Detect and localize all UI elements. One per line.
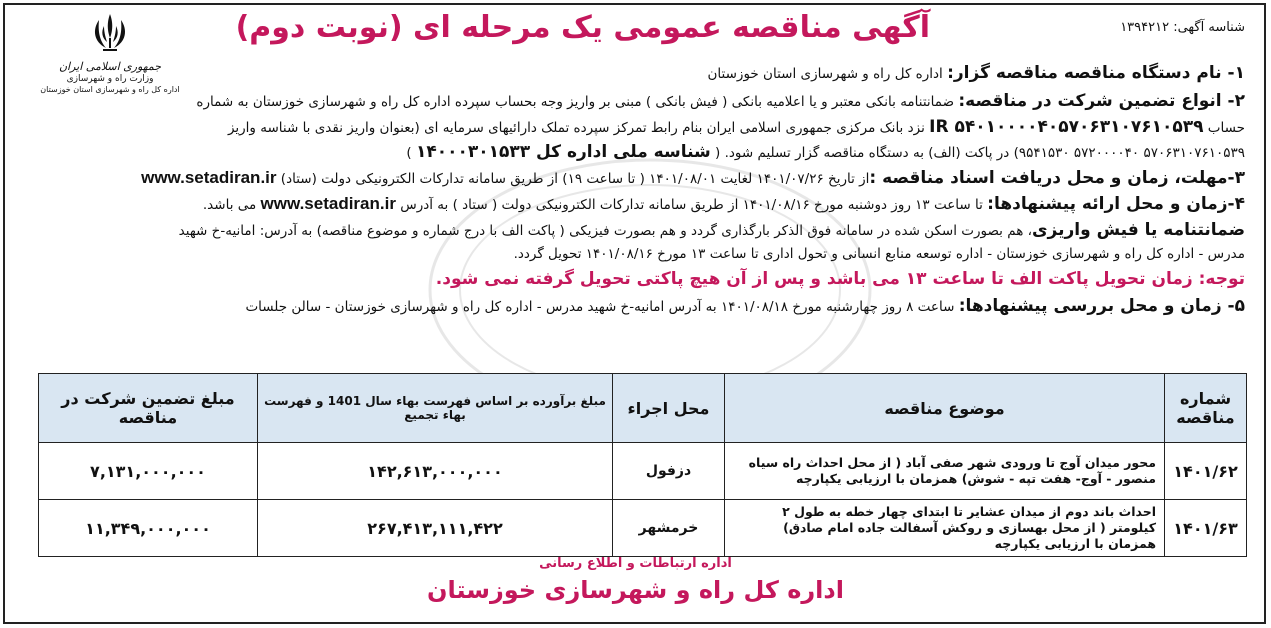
section-5-text: ساعت ۸ روز چهارشنبه مورخ ۱۴۰۱/۰۸/۱۸ به آدرس امانیه-خ شهید مدرس - اداره کل راه و شهرسازی خوزستان - سالن جلسات (245, 299, 959, 315)
row-location: خرمشهر (613, 500, 725, 557)
section-1 (708, 62, 1245, 85)
section-3-label: ۳-مهلت، زمان و محل دریافت اسناد مناقصه : (869, 168, 1245, 188)
guarantee-label: ضمانتنامه یا فیش واریزی (1031, 220, 1245, 240)
row-tender-subject: احداث باند دوم از میدان عشایر تا ابتدای چهار خطه به طول ۲ کیلومتر ( از محل بهسازی و روکش آسفالت جاده امام صادق) همزمان با ارزیابی یکپارچه (725, 500, 1165, 557)
section-2-line-3 (406, 141, 1245, 164)
section-5-label: ۵- زمان و محل بررسی پیشنهادها: (958, 296, 1245, 316)
section-4-label: ۴-زمان و محل ارائه پیشنهادها: (987, 194, 1245, 214)
section-2-line-1 (196, 90, 1245, 113)
row-estimate: ۲۶۷,۴۱۳,۱۱۱,۴۲۲ (258, 500, 613, 557)
row-location: دزفول (613, 443, 725, 500)
iran-emblem-icon (85, 8, 135, 58)
guarantee-text-a: ، هم بصورت اسکن شده در سامانه فوق الذکر بارگذاری گردد و هم بصورت فیزیکی ( پاکت الف با درج شماره و موضوع مناقصه) به آدرس: امانیه-خ شهید (178, 223, 1032, 239)
guarantee-line-2 (514, 243, 1245, 265)
section-1-text: اداره کل راه و شهرسازی استان خوزستان (707, 66, 948, 82)
section-4 (203, 193, 1245, 216)
section-1-label: ۱- نام دستگاه مناقصه مناقصه گزار: (947, 63, 1245, 83)
emblem-country-name: جمهوری اسلامی ایران (58, 60, 162, 73)
section-2-text-c2: ) (406, 145, 416, 161)
section-2-text-b2: نزد بانک مرکزی جمهوری اسلامی ایران بنام رابط تمرکز سپرده تملک دارائیهای سرمایه ای (بعنوان واریز نقدی با شناسه واریز (227, 120, 930, 136)
row-estimate: ۱۴۲,۶۱۳,۰۰۰,۰۰۰ (258, 443, 613, 500)
table-row (39, 500, 1247, 557)
emblem-directorate: اداره کل راه و شهرسازی استان خوزستان (40, 85, 180, 94)
section-2-text-b1: حساب (1203, 120, 1245, 136)
section-2-text-c1: ۵۷۰۶۳۱۰۷۶۱۰۵۳۹ ۵۷۲۰۰۰۰۴۰ ۹۵۴۱۵۳۰) در پاکت (الف) به دستگاه مناقصه گزار تسلیم شود. ( (710, 145, 1245, 161)
row-guarantee: ۱۱,۳۴۹,۰۰۰,۰۰۰ (39, 500, 258, 557)
section-4-text-a: تا ساعت ۱۳ روز دوشنبه مورخ ۱۴۰۱/۰۸/۱۶ از طریق سامانه تدارکات الکترونیکی دولت ( ستاد ) به آدرس (395, 197, 988, 213)
section-2-national-id: شناسه ملی اداره کل ۱۴۰۰۰۳۰۱۵۳۳ (415, 142, 711, 162)
section-3-text: از تاریخ ۱۴۰۱/۰۷/۲۶ لغایت ۱۴۰۱/۰۸/۰۱ ( تا ساعت ۱۹) از طریق سامانه تدارکات الکترونیکی دولت (ستاد) (276, 171, 870, 187)
table-row (39, 443, 1247, 500)
section-2-iban: IR ۵۴۰۱۰۰۰۰۴۰۵۷۰۶۳۱۰۷۶۱۰۵۳۹ (929, 117, 1204, 137)
header-tender-subject: موضوع مناقصه (725, 374, 1165, 443)
section-3 (141, 167, 1245, 190)
section-2-text-a: ضمانتنامه بانکی معتبر و یا اعلامیه بانکی ( فیش بانکی ) مبنی بر واریز وجه بحساب سپرده اداره کل راه و شهرسازی خوزستان به شماره (196, 94, 959, 110)
header-tender-number: شماره مناقصه (1165, 374, 1247, 443)
page-title: آگهی مناقصه عمومی یک مرحله ای (نوبت دوم) (235, 10, 930, 45)
header-location: محل اجراء (613, 374, 725, 443)
tender-table (38, 373, 1247, 557)
section-4-url-link[interactable]: www.setadiran.ir (260, 194, 396, 213)
header-guarantee: مبلغ تضمین شرکت در مناقصه (39, 374, 258, 443)
section-2-line-2 (228, 116, 1245, 139)
row-tender-number: ۱۴۰۱/۶۲ (1165, 443, 1247, 500)
section-4-text-b: می باشد. (202, 197, 261, 213)
notice-id: شناسه آگهی: ۱۳۹۴۲۱۲ (1120, 20, 1245, 35)
section-2-label: ۲- انواع تضمین شرکت در مناقصه: (958, 91, 1245, 111)
guarantee-text-b: مدرس - اداره کل راه و شهرسازی خوزستان - اداره توسعه منابع انسانی و تحول اداری تا ساعت ۱۳ مورخ ۱۴۰۱/۰۸/۱۶ تحویل گردد. (513, 246, 1245, 262)
warning-note: توجه: زمان تحویل پاکت الف تا ساعت ۱۳ می باشد و پس از آن هیچ پاکتی تحویل گرفته نمی شود. (435, 269, 1245, 289)
table-header-row (39, 374, 1247, 443)
header-estimate: مبلغ برآورده بر اساس فهرست بهاء سال 1401 و فهرست بهاء تجمیع (258, 374, 613, 443)
emblem-block (30, 8, 190, 94)
emblem-ministry: وزارت راه و شهرسازی (66, 74, 154, 84)
footer-department: اداره ارتباطات و اطلاع رسانی (539, 556, 732, 571)
row-tender-number: ۱۴۰۱/۶۳ (1165, 500, 1247, 557)
row-tender-subject: محور میدان آوج تا ورودی شهر صفی آباد ( از محل احداث راه سیاه منصور - آوج- هفت تپه - شوش) همزمان با ارزیابی یکپارچه (725, 443, 1165, 500)
section-5 (245, 295, 1245, 318)
footer-organization: اداره کل راه و شهرسازی خوزستان (427, 576, 844, 604)
row-guarantee: ۷,۱۳۱,۰۰۰,۰۰۰ (39, 443, 258, 500)
guarantee-line-1 (179, 219, 1245, 242)
section-3-url-link[interactable]: www.setadiran.ir (141, 168, 277, 187)
